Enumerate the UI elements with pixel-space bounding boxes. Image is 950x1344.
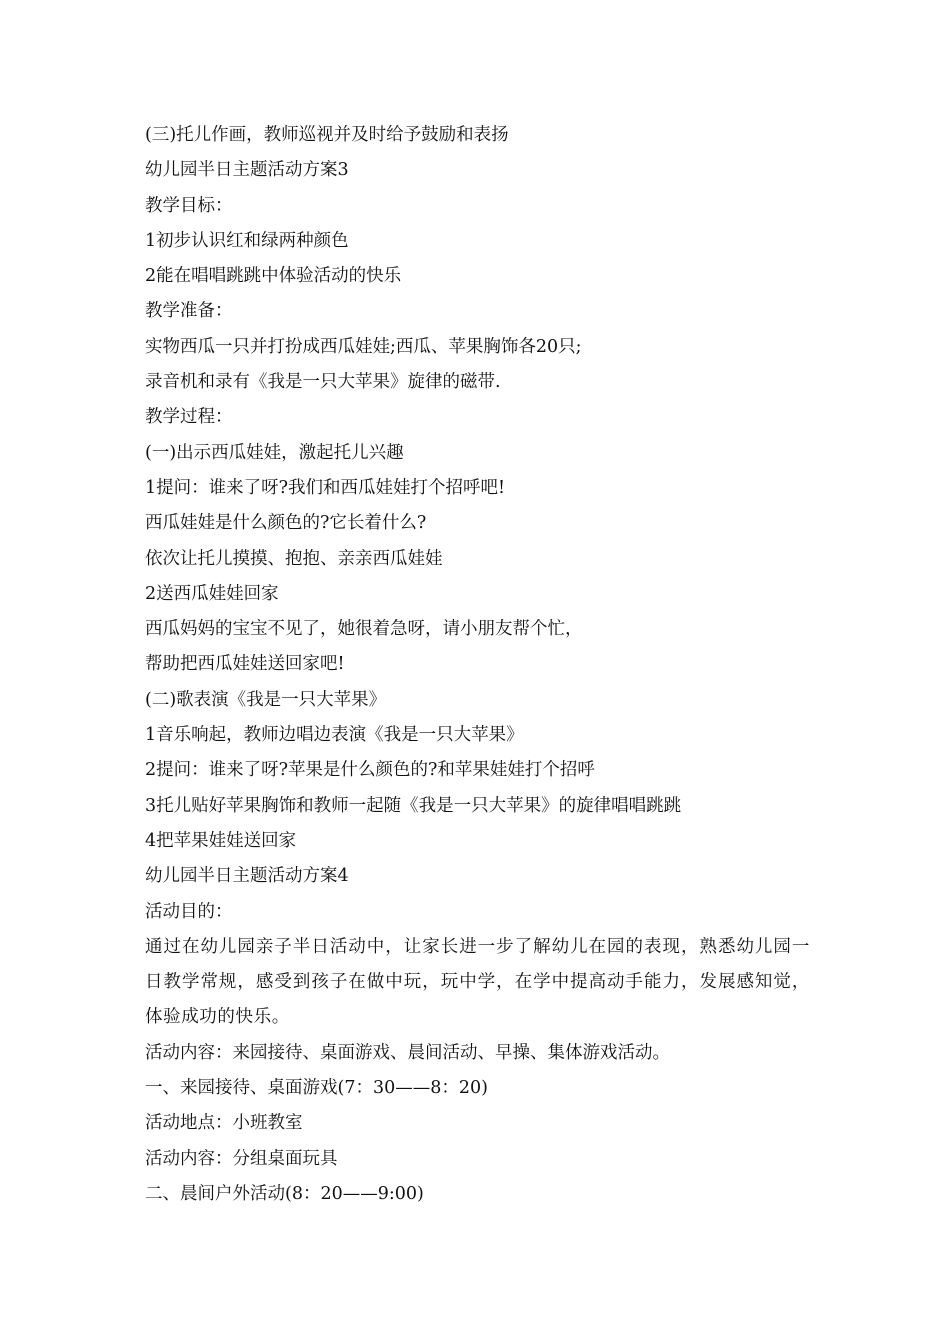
text-line: 录音机和录有《我是一只大苹果》旋律的磁带.: [145, 372, 501, 393]
section-heading: 幼儿园半日主题活动方案3: [145, 160, 349, 181]
text-line: 2能在唱唱跳跳中体验活动的快乐: [145, 266, 402, 287]
text-line: 教学准备：: [145, 301, 233, 322]
text-line: 1提问：谁来了呀?我们和西瓜娃娃打个招呼吧!: [145, 477, 506, 498]
text-line: 依次让托儿摸摸、抱抱、亲亲西瓜娃娃: [145, 548, 443, 569]
text-line: 二、晨间户外活动(8：20——9:00): [145, 1183, 424, 1204]
text-line: 2送西瓜娃娃回家: [145, 583, 279, 604]
text-line: 西瓜娃娃是什么颜色的?它长着什么?: [145, 513, 427, 534]
text-line: 活动地点：小班教室: [145, 1113, 303, 1134]
body-paragraph: 通过在幼儿园亲子半日活动中，让家长进一步了解幼儿在园的表现，熟悉幼儿园一日教学常规，感受到孩子在做中玩，玩中学，在学中提高动手能力，发展感知觉，体验成功的快乐。: [145, 936, 810, 1028]
text-line: 实物西瓜一只并打扮成西瓜娃娃;西瓜、苹果胸饰各20只;: [145, 336, 582, 357]
text-line: 2提问：谁来了呀?苹果是什么颜色的?和苹果娃娃打个招呼: [145, 760, 595, 781]
text-line: 一、来园接待、桌面游戏(7：30——8：20): [145, 1078, 488, 1099]
text-line: 帮助把西瓜娃娃送回家吧!: [145, 654, 345, 675]
text-line: 3托儿贴好苹果胸饰和教师一起随《我是一只大苹果》的旋律唱唱跳跳: [145, 795, 682, 816]
text-line: 1音乐响起，教师边唱边表演《我是一只大苹果》: [145, 725, 524, 746]
text-line: 教学过程：: [145, 407, 233, 428]
text-line: 活动目的：: [145, 901, 233, 922]
section-heading: 幼儿园半日主题活动方案4: [145, 866, 349, 887]
text-line: 教学目标：: [145, 195, 233, 216]
text-line: (一)出示西瓜娃娃，激起托儿兴趣: [145, 442, 404, 463]
text-line: (三)托儿作画，教师巡视并及时给予鼓励和表扬: [145, 125, 509, 145]
text-line: 西瓜妈妈的宝宝不见了，她很着急呀，请小朋友帮个忙，: [145, 619, 583, 640]
text-line: 1初步认识红和绿两种颜色: [145, 230, 349, 251]
text-line: 活动内容：来园接待、桌面游戏、晨间活动、早操、集体游戏活动。: [145, 1042, 670, 1063]
document-body: [145, 118, 810, 1212]
text-line: 4把苹果娃娃送回家: [145, 830, 297, 851]
text-line: 活动内容：分组桌面玩具: [145, 1148, 338, 1169]
text-line: (二)歌表演《我是一只大苹果》: [145, 689, 387, 710]
